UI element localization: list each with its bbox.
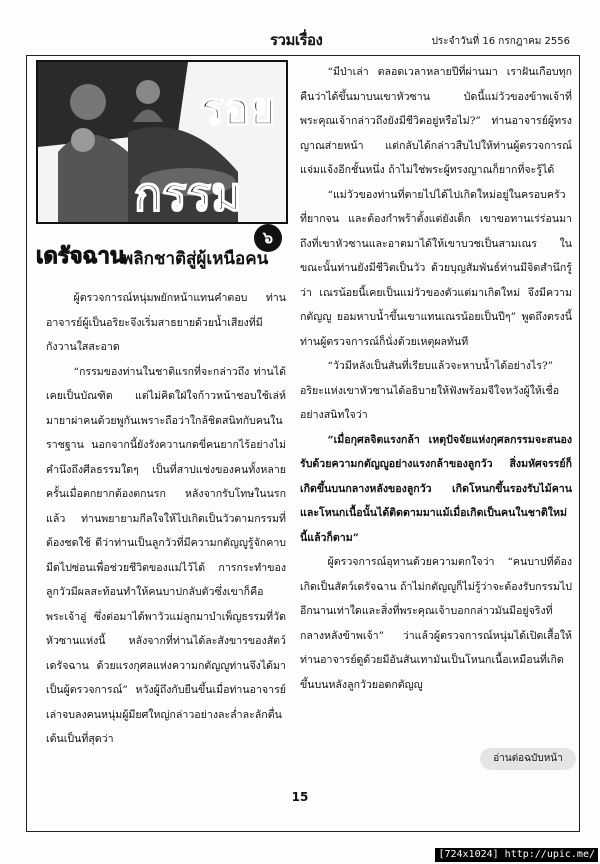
hero-title-top: รอย <box>200 84 276 135</box>
article-headline <box>36 224 284 270</box>
paragraph: “กรรมของท่านในชาติแรกที่จะกล่าวถึง ท่านได้เคยเป็นบัณฑิต แต่ไม่คิดใฝ่ใจก้าวหน้าชอบใช้เล่ห์มายาผ่าคนด้วยพูกันเพราะถือว่าใกล้ชิดสนิทกับคนในราชฐาน นอกจากนี้ยังรังควานกดขี่คนยากไร้อย่างไม่คำนึงถึงศีลธรรมใดๆ เป็นที่สาปแช่งของคนทั้งหลาย ครั้นเมื่อตกยากต้องตกนรก หลังจากรับโทษในนรกแล้ว ท่านพยายามกีลใจให้ไปเกิดเป็นวัวตามกรรมที่ต้องชดใช้ ดีว่าท่านเป็นลูกวัวที่มีความกตัญญูรู้จักคาบมีดไปซ่อนเพื่อช่วยชีวิตของแม่ไว้ได้ การกระทำของลูกวัวมีผลสะท้อนทำให้คนบาปกลับตัวซึ่งเขาก็คือพระเจ้าอู่ ซึ่งต่อมาได้พาวัวแม่ลูกมาบำเพ็ญธรรมที่วัดหัวซานแห่งนี้ หลังจากที่ท่านได้ละสังขารของสัตว์เดรัจฉาน ด้วยแรงกุศลแห่งความกตัญญูท่านจึงได้มาเป็นผู้ตรวจการณ์” หวังผู้ถึงกับยืนขึ้นเมื่อท่านอาจารย์เล่าจบลงคนหนุ่มผู้มียศใหญ่กล่าวอย่างละล่ำละลักตื่นเต้นเป็นที่สุดว่า <box>46 365 286 745</box>
watermark: [724x1024] http://upic.me/ <box>435 848 598 862</box>
paragraph: ผู้ตรวจการณ์หนุ่มพยักหน้าแทนคำตอบ ท่านอาจารย์ผู้เป็นอริยะจึงเริ่มสาธยายด้วยน้ำเสียงที่มีกังวานใสสะอาด <box>46 292 286 353</box>
headline-main: พลิกชาติสู่ผู้เหนือคน <box>122 249 269 269</box>
left-column <box>46 286 286 752</box>
right-column <box>300 60 572 697</box>
headline-prefix: เดรัจฉาน <box>36 244 125 269</box>
paragraph: “วัวมีหลังเป็นสันที่เรียบแล้วจะหาบน้ำได้อย่างไร?” อริยะแห่งเขาหัวซานได้อธิบายให้ฟังพร้อมจีใจหวังผู้ให้เชื่ออย่างสนิทใจว่า <box>300 360 560 421</box>
paragraph: “มีป่าเล่า ตลอดเวลาหลายปีที่ผ่านมา เราฝันเกือบทุกคืนว่าได้ขึ้นมาบนเขาหัวซาน บัดนี้แม่วัวของข้าพเจ้าที่พระคุณเจ้ากล่าวถึงยังมีชีวิตอยู่หรือไม่?” ท่านอาจารย์ผู้ทรงญาณส่ายหน้า แต่กลับได้กล่าวสืบไปให้ท่านผู้ตรวจการณ์แจ่มแจ้งอีกชั้นหนึ่ง ถ้าไม่ใช่พระผู้ทรงญาณก็ยากที่จะรู้ได้ <box>300 66 572 176</box>
hero-image <box>38 62 286 222</box>
magazine-logo: รวมเรื่อง <box>270 31 323 49</box>
continued-label: อ่านต่อฉบับหน้า <box>480 748 576 770</box>
episode-badge: ๖ <box>254 224 282 252</box>
page-number: 15 <box>291 790 309 804</box>
paragraph: “แม่วัวของท่านที่ตายไปได้ไปเกิดใหม่อยู่ในครอบครัวที่ยากจน และต้องกำพร้าตั้งแต่ยังเด็ก เขาขอทานเร่ร่อนมาถึงที่เขาหัวซานและอาตมาได้ให้เขาบวชเป็นสามเณร ในขณะนั้นท่านยังมีชีวิตเป็นวัว ด้วยบุญสัมพันธ์ท่านมีจิตสำนึกรู้ว่า เณรน้อยนี้เคยเป็นแม่วัวของตัวแต่มาเกิดใหม่ จึงมีความกตัญญู ยอมหาบน้ำขึ้นเขาแทนเณรน้อยเป็นปีๆ” พูดถึงตรงนี้ ท่านผู้ตรวจการณ์ก็นั่งด้วยเหตุผลทันที <box>300 188 572 348</box>
issue-date: ประจำวันที่ 16 กรกฎาคม 2556 <box>431 36 570 47</box>
highlight-quote: “เมื่อกุศลจิตแรงกล้า เหตุปัจจัยแห่งกุศลกรรมจะสนองรับด้วยความกตัญญูอย่างแรงกล้าของลูกวัว สิ่งมหัศจรรย์ก็เกิดขึ้นบนกลางหลังของลูกวัว เกิดโหนกขึ้นรองรับไม้คาน และโหนกเนื้อนั้นได้ติดตามมาแม้เมื่อเกิดเป็นคนในชาติใหม่นี้แล้วก็ตาม” <box>300 433 572 544</box>
hero-illustration <box>36 60 288 224</box>
paragraph: ผู้ตรวจการณ์อุทานด้วยความตกใจว่า “คนบาปที่ต้องเกิดเป็นสัตว์เดรัจฉาน ถ้าไม่กตัญญูก็ไม่รู้ว่าจะต้องรับกรรมไปอีกนานเท่าใดและสิ่งที่พระคุณเจ้าบอกกล่าวมันมีอยู่จริงที่กลางหลังข้าพเจ้า” ว่าแล้วผู้ตรวจการณ์หนุ่มได้เปิดเสื้อให้ท่านอาจารย์ดูด้วยมีอันสันเทามันเป็นโหนกเนื้อเหมือนที่เกิดขึ้นบนหลังลูกวัวยอดกตัญญู <box>300 556 572 691</box>
hero-title-bottom: กรรม <box>134 167 242 221</box>
masthead <box>240 32 580 52</box>
